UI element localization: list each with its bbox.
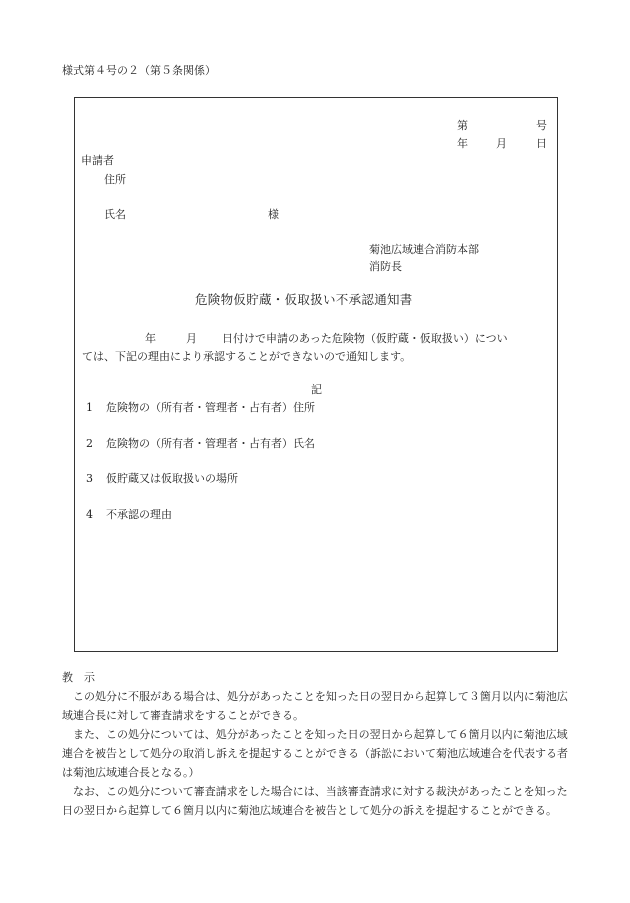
form-frame — [74, 97, 558, 652]
notice-paragraph: なお、この処分について審査請求をした場合には、当該審査請求に対する裁決があったことを知った日の翌日から起算して６箇月以内に菊池広域連合を被告として処分の訴えを提起することができる。 — [62, 785, 568, 817]
body-month: 月 — [186, 332, 197, 345]
name-label: 氏名 — [104, 208, 126, 221]
document-title: 危険物仮貯蔵・仮取扱い不承認通知書 — [195, 292, 413, 307]
item-number: 3 — [86, 472, 93, 485]
date-year: 年 — [457, 137, 468, 150]
item-text: 危険物の（所有者・管理者・占有者）住所 — [106, 401, 315, 414]
honorific: 様 — [268, 208, 279, 221]
issuer-position: 消防長 — [369, 260, 402, 273]
item-number: 4 — [86, 508, 93, 521]
body-year: 年 — [145, 332, 156, 345]
issuer-organization: 菊池広域連合消防本部 — [369, 243, 479, 256]
item-number: 1 — [86, 401, 93, 414]
applicant-label: 申請者 — [81, 154, 114, 167]
date-month: 月 — [496, 137, 507, 150]
form-label: 様式第４号の２（第５条関係） — [62, 64, 216, 77]
notice-paragraph: この処分に不服がある場合は、処分があったことを知った日の翌日から起算して３箇月以内に菊池広域連合長に対して審査請求をすることができる。 — [62, 690, 568, 722]
address-label: 住所 — [104, 173, 126, 186]
body-line1: 日付けで申請のあった危険物（仮貯蔵・仮取扱い）につい — [222, 332, 508, 345]
item-number: 2 — [86, 437, 93, 450]
item-text: 危険物の（所有者・管理者・占有者）氏名 — [106, 437, 315, 450]
number-prefix: 第 — [457, 119, 468, 132]
number-suffix: 号 — [536, 119, 547, 132]
notice-paragraph: また、この処分については、処分があったことを知った日の翌日から起算して６箇月以内に菊池広域連合を被告として処分の取消し訴えを提起することができる（訴訟において菊池広域連合を代表する者は菊池広域連合長となる。） — [62, 728, 568, 779]
body-line2: ては、下記の理由により承認することができないので通知します。 — [82, 350, 412, 363]
date-day: 日 — [536, 137, 547, 150]
notice-heading: 教 示 — [62, 671, 95, 684]
item-text: 不承認の理由 — [106, 508, 172, 521]
ki-mark: 記 — [311, 383, 322, 396]
item-text: 仮貯蔵又は仮取扱いの場所 — [106, 472, 238, 485]
